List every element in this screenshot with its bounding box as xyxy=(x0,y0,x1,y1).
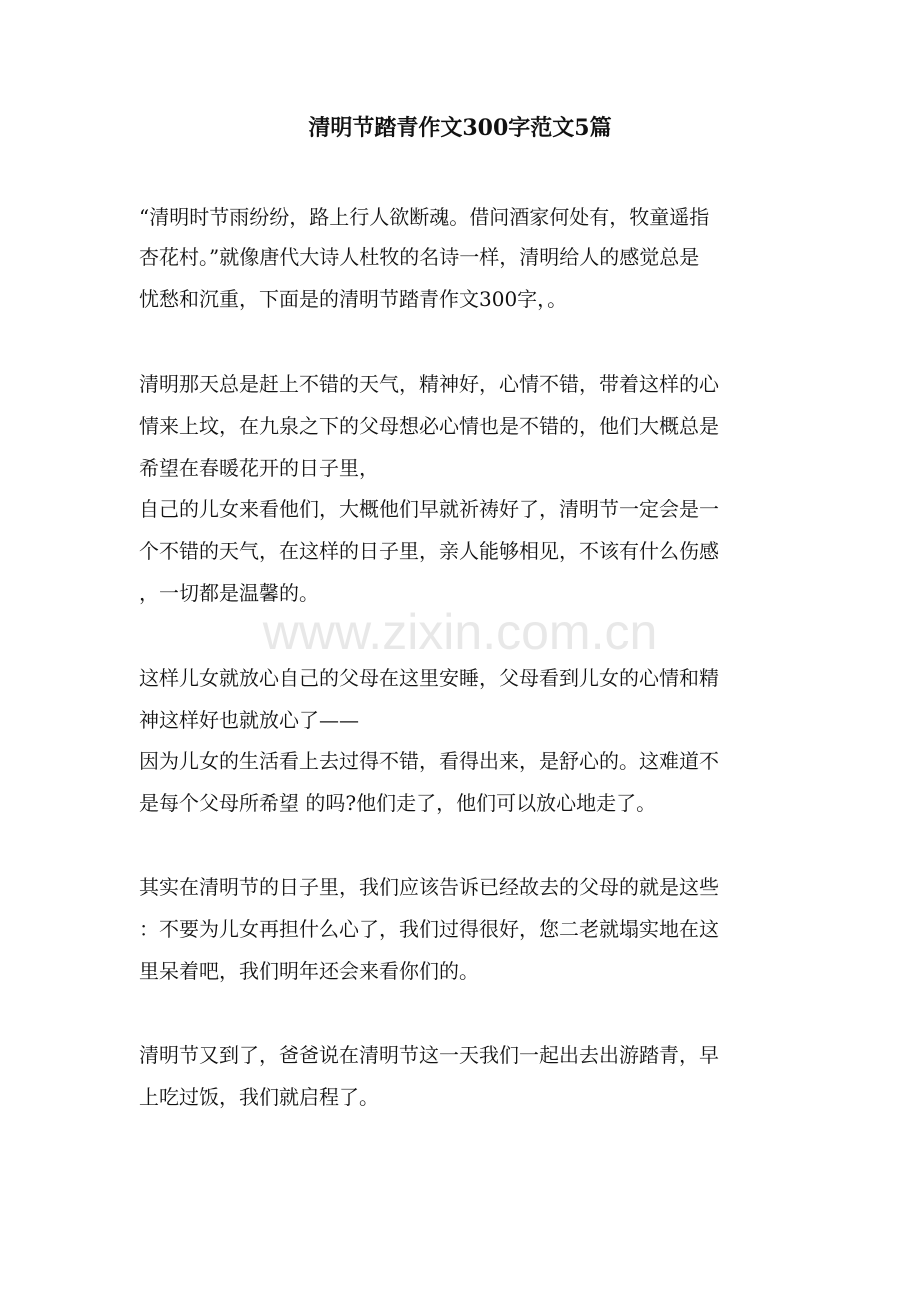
text-line: 忧愁和沉重，下面是的清明节踏青作文300字，。 xyxy=(139,287,568,311)
text-line: “清明时节雨纷纷，路上行人欲断魂。借问酒家何处有，牧童遥指 xyxy=(139,205,710,229)
text-line: 神这样好也就放心了—— xyxy=(139,708,359,732)
text-line: 上吃过饭，我们就启程了。 xyxy=(139,1085,379,1109)
text-line: ：不要为儿女再担什么心了，我们过得很好，您二老就塌实地在这 xyxy=(139,917,719,941)
text-line: 清明那天总是赶上不错的天气，精神好，心情不错，带着这样的心 xyxy=(139,372,719,396)
watermark: www.zixin.com.cn xyxy=(262,604,658,660)
text-line: 清明节又到了，爸爸说在清明节这一天我们一起出去出游踏青，早 xyxy=(139,1043,719,1067)
text-line: 是每个父母所希望 的吗?他们走了，他们可以放心地走了。 xyxy=(139,791,657,815)
text-line: 其实在清明节的日子里，我们应该告诉已经故去的父母的就是这些 xyxy=(139,875,719,899)
text-line: ，一切都是温馨的。 xyxy=(139,581,319,605)
text-line: 情来上坟，在九泉之下的父母想必心情也是不错的，他们大概总是 xyxy=(139,414,719,438)
text-line: 这样儿女就放心自己的父母在这里安睡，父母看到儿女的心情和精 xyxy=(139,666,719,690)
text-line: 希望在春暖花开的日子里， xyxy=(139,456,379,480)
text-line: 杏花村。”就像唐代大诗人杜牧的名诗一样，清明给人的感觉总是 xyxy=(139,245,700,269)
page-title: 清明节踏青作文300字范文5篇 xyxy=(308,115,612,141)
text-line: 自己的儿女来看他们，大概他们早就祈祷好了，清明节一定会是一 xyxy=(139,497,719,521)
text-line: 因为儿女的生活看上去过得不错，看得出来，是舒心的。这难道不 xyxy=(139,749,719,773)
text-line: 个不错的天气，在这样的日子里，亲人能够相见，不该有什么伤感 xyxy=(139,539,719,563)
text-line: 里呆着吧，我们明年还会来看你们的。 xyxy=(139,959,479,983)
